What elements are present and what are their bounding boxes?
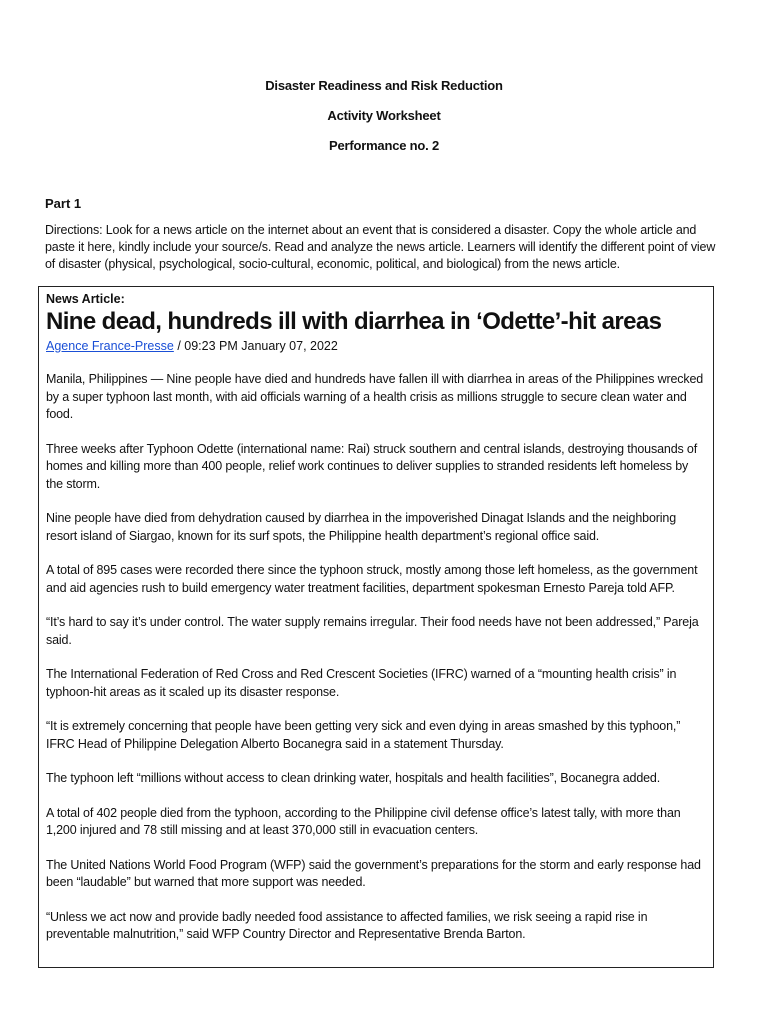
news-article-box: [38, 286, 714, 968]
article-byline: [46, 337, 706, 355]
article-paragraph: “Unless we act now and provide badly needed food assistance to affected families, we risk seeing a rapid rise in preventable malnutrition,” said WFP Country Director and Representative Brenda Barton.: [46, 909, 648, 941]
article-paragraph: A total of 402 people died from the typhoon, according to the Philippine civil defense office’s latest tally, with more than 1,200 injured and 78 still missing and at least 370,000 still in evacuation centers.: [46, 805, 681, 837]
article-paragraph: The International Federation of Red Cross and Red Crescent Societies (IFRC) warned of a “mounting health crisis” in typhoon-hit areas as it scaled up its disaster response.: [46, 667, 677, 699]
worksheet-header: [0, 78, 768, 168]
article-paragraph: The United Nations World Food Program (WFP) said the government’s preparations for the storm and early response had been “laudable” but warned that more support was needed.: [46, 857, 701, 889]
article-paragraph: Three weeks after Typhoon Odette (international name: Rai) struck southern and central islands, destroying thousands of homes and killing more than 400 people, relief work continues to deliver supplies to stranded residents left homeless by the storm.: [46, 441, 698, 491]
article-dateline: / 09:23 PM January 07, 2022: [173, 339, 338, 353]
source-link[interactable]: Agence France-Presse: [46, 339, 174, 353]
directions-text: Directions: Look for a news article on the internet about an event that is considered a disaster. Copy the whole article and paste it here, kindly include your source/s. Read and analyze the news article. Learners will identify the different point of view of disaster (physical, psychological, socio-cultural, economic, political, and biological) from the news article.: [45, 223, 716, 271]
part-label: Part 1: [45, 196, 82, 211]
news-article-label: News Article:: [46, 292, 125, 306]
performance-number: Performance no. 2: [328, 138, 440, 153]
article-paragraph: The typhoon left “millions without access to clean drinking water, hospitals and health facilities”, Bocanegra added.: [46, 771, 661, 785]
article-headline: Nine dead, hundreds ill with diarrhea in ‘Odette’-hit areas: [46, 308, 662, 335]
article-paragraph: Nine people have died from dehydration caused by diarrhea in the impoverished Dinagat Islands and the neighboring resort island of Siargao, known for its surf spots, the Philippine health department’s regional office said.: [46, 511, 676, 543]
course-title: Disaster Readiness and Risk Reduction: [265, 78, 503, 93]
article-paragraph: A total of 895 cases were recorded there since the typhoon struck, mostly among those left homeless, as the government and aid agencies rush to build emergency water treatment facilities, department spokesman Ernesto Pareja told AFP.: [46, 563, 698, 595]
article-body: [46, 371, 706, 944]
worksheet-type: Activity Worksheet: [327, 108, 441, 123]
article-paragraph: “It is extremely concerning that people have been getting very sick and even dying in areas smashed by this typhoon,” IFRC Head of Philippine Delegation Alberto Bocanegra said in a statement Thursday.: [46, 719, 681, 751]
article-paragraph: “It’s hard to say it’s under control. The water supply remains irregular. Their food needs have not been addressed,” Pareja said.: [46, 615, 699, 647]
article-paragraph: Manila, Philippines — Nine people have died and hundreds have fallen ill with diarrhea in areas of the Philippines wrecked by a super typhoon last month, with aid officials warning of a health crisis as millions struggle to secure clean water and food.: [46, 372, 704, 421]
